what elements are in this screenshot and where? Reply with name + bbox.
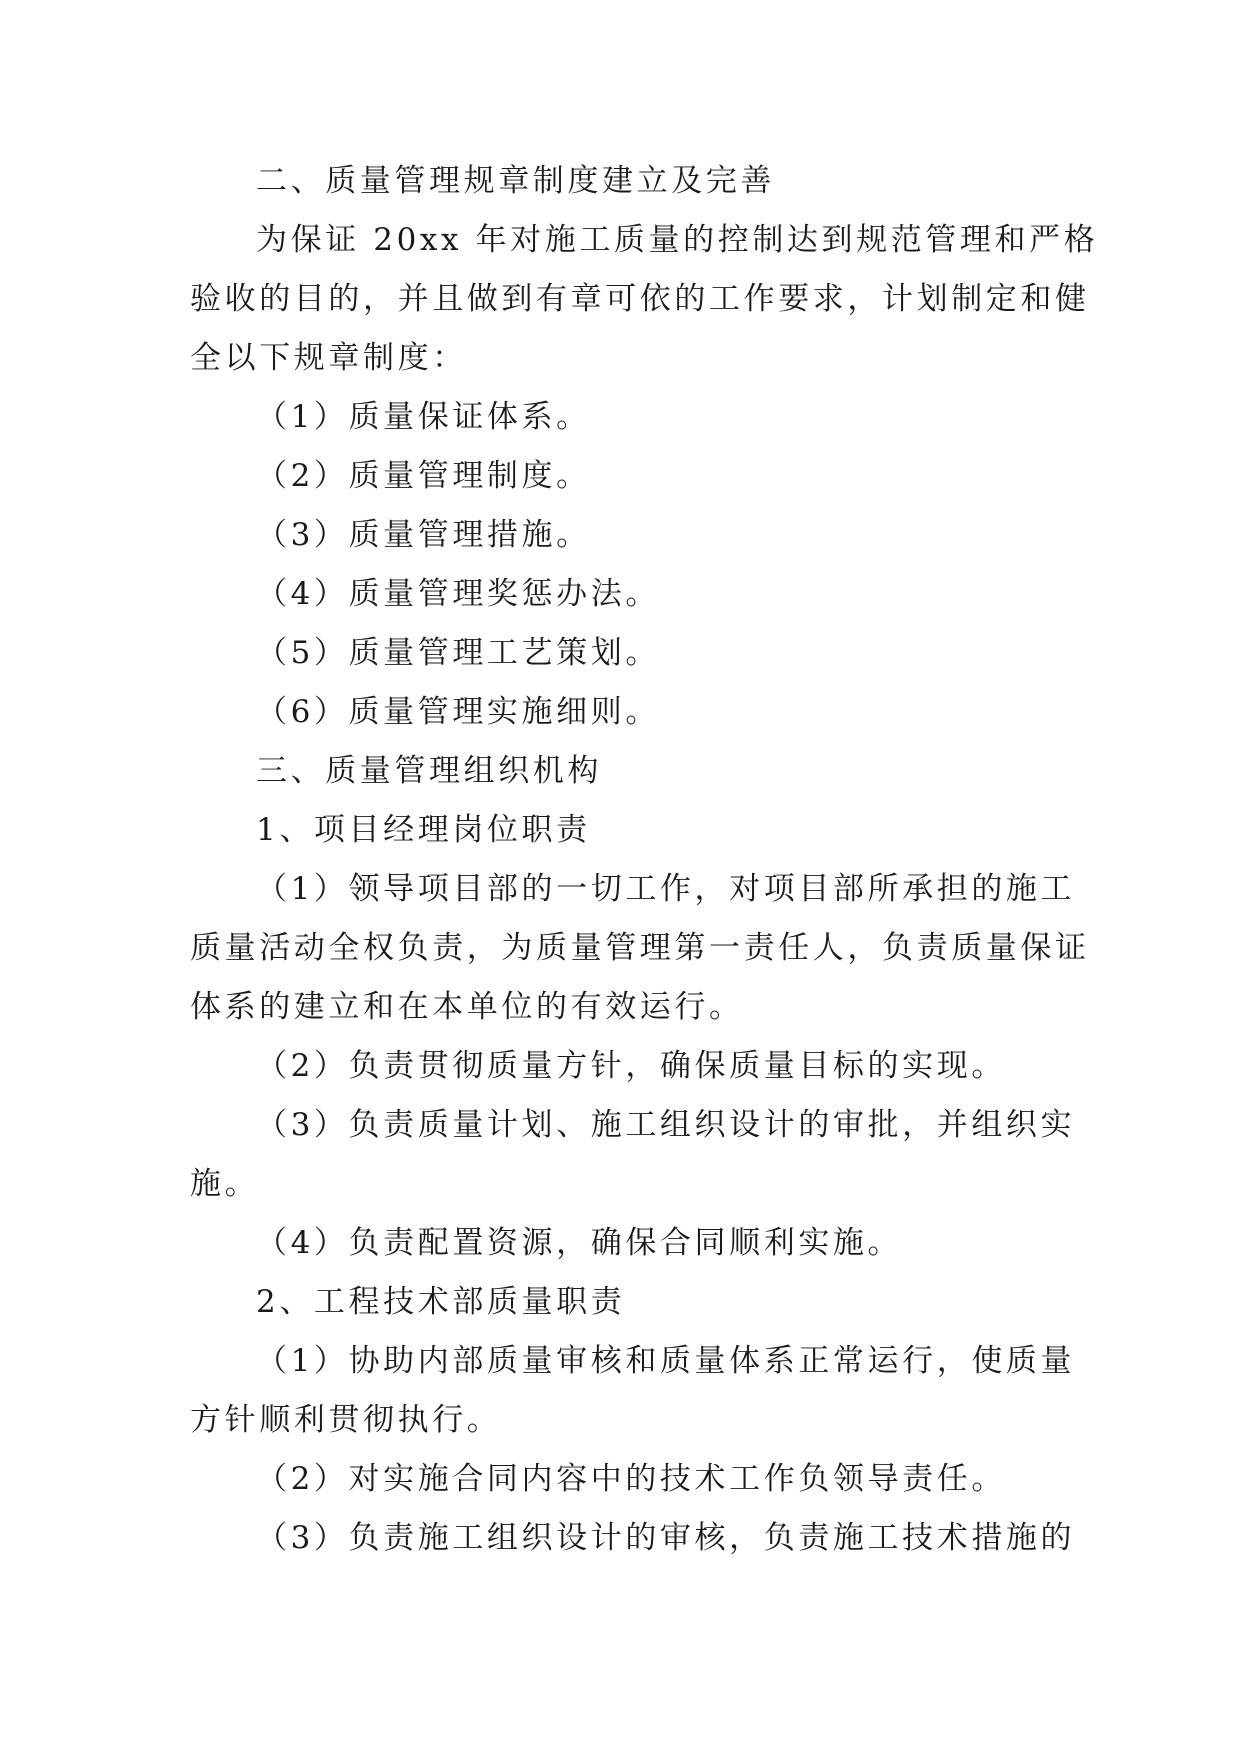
paragraph-line: （1）协助内部质量审核和质量体系正常运行，使质量 — [256, 1343, 1076, 1379]
document-body — [190, 152, 1099, 1568]
pm-duty-3 — [190, 1096, 1076, 1214]
paragraph-line: 质量活动全权负责，为质量管理第一责任人，负责质量保证 — [190, 930, 1090, 966]
rule-item: （3）质量管理措施。 — [256, 517, 591, 553]
pm-duty-2: （2）负责贯彻质量方针，确保质量目标的实现。 — [256, 1048, 1006, 1084]
intro-line: 为保证 20xx 年对施工质量的控制达到规范管理和严格 — [256, 222, 1099, 258]
paragraph-line: 方针顺利贯彻执行。 — [190, 1402, 502, 1438]
subsection-heading-2: 2、工程技术部质量职责 — [256, 1284, 626, 1320]
paragraph-line: （3）负责质量计划、施工组织设计的审批，并组织实 — [256, 1107, 1076, 1143]
paragraph-line: 施。 — [190, 1166, 260, 1202]
tech-duty-1 — [190, 1332, 1076, 1450]
section-heading-3: 三、质量管理组织机构 — [256, 753, 602, 789]
tech-duty-3 — [190, 1509, 1076, 1568]
paragraph-line: 体系的建立和在本单位的有效运行。 — [190, 989, 744, 1025]
subsection-heading-1: 1、项目经理岗位职责 — [256, 812, 591, 848]
rule-item: （4）质量管理奖惩办法。 — [256, 576, 660, 612]
pm-duty-4: （4）负责配置资源，确保合同顺利实施。 — [256, 1225, 903, 1261]
pm-duty-1 — [190, 860, 1090, 1037]
paragraph-line: （3）负责施工组织设计的审核，负责施工技术措施的 — [256, 1520, 1076, 1556]
rule-item: （6）质量管理实施细则。 — [256, 694, 660, 730]
intro-paragraph — [190, 211, 1099, 388]
intro-line: 全以下规章制度： — [190, 340, 467, 376]
tech-duty-2: （2）对实施合同内容中的技术工作负领导责任。 — [256, 1461, 1006, 1497]
rule-item: （5）质量管理工艺策划。 — [256, 635, 660, 671]
rule-item: （1）质量保证体系。 — [256, 399, 591, 435]
section-heading-2: 二、质量管理规章制度建立及完善 — [256, 163, 775, 199]
rule-item: （2）质量管理制度。 — [256, 458, 591, 494]
paragraph-line: （1）领导项目部的一切工作，对项目部所承担的施工 — [256, 871, 1076, 907]
intro-line: 验收的目的，并且做到有章可依的工作要求，计划制定和健 — [190, 281, 1090, 317]
